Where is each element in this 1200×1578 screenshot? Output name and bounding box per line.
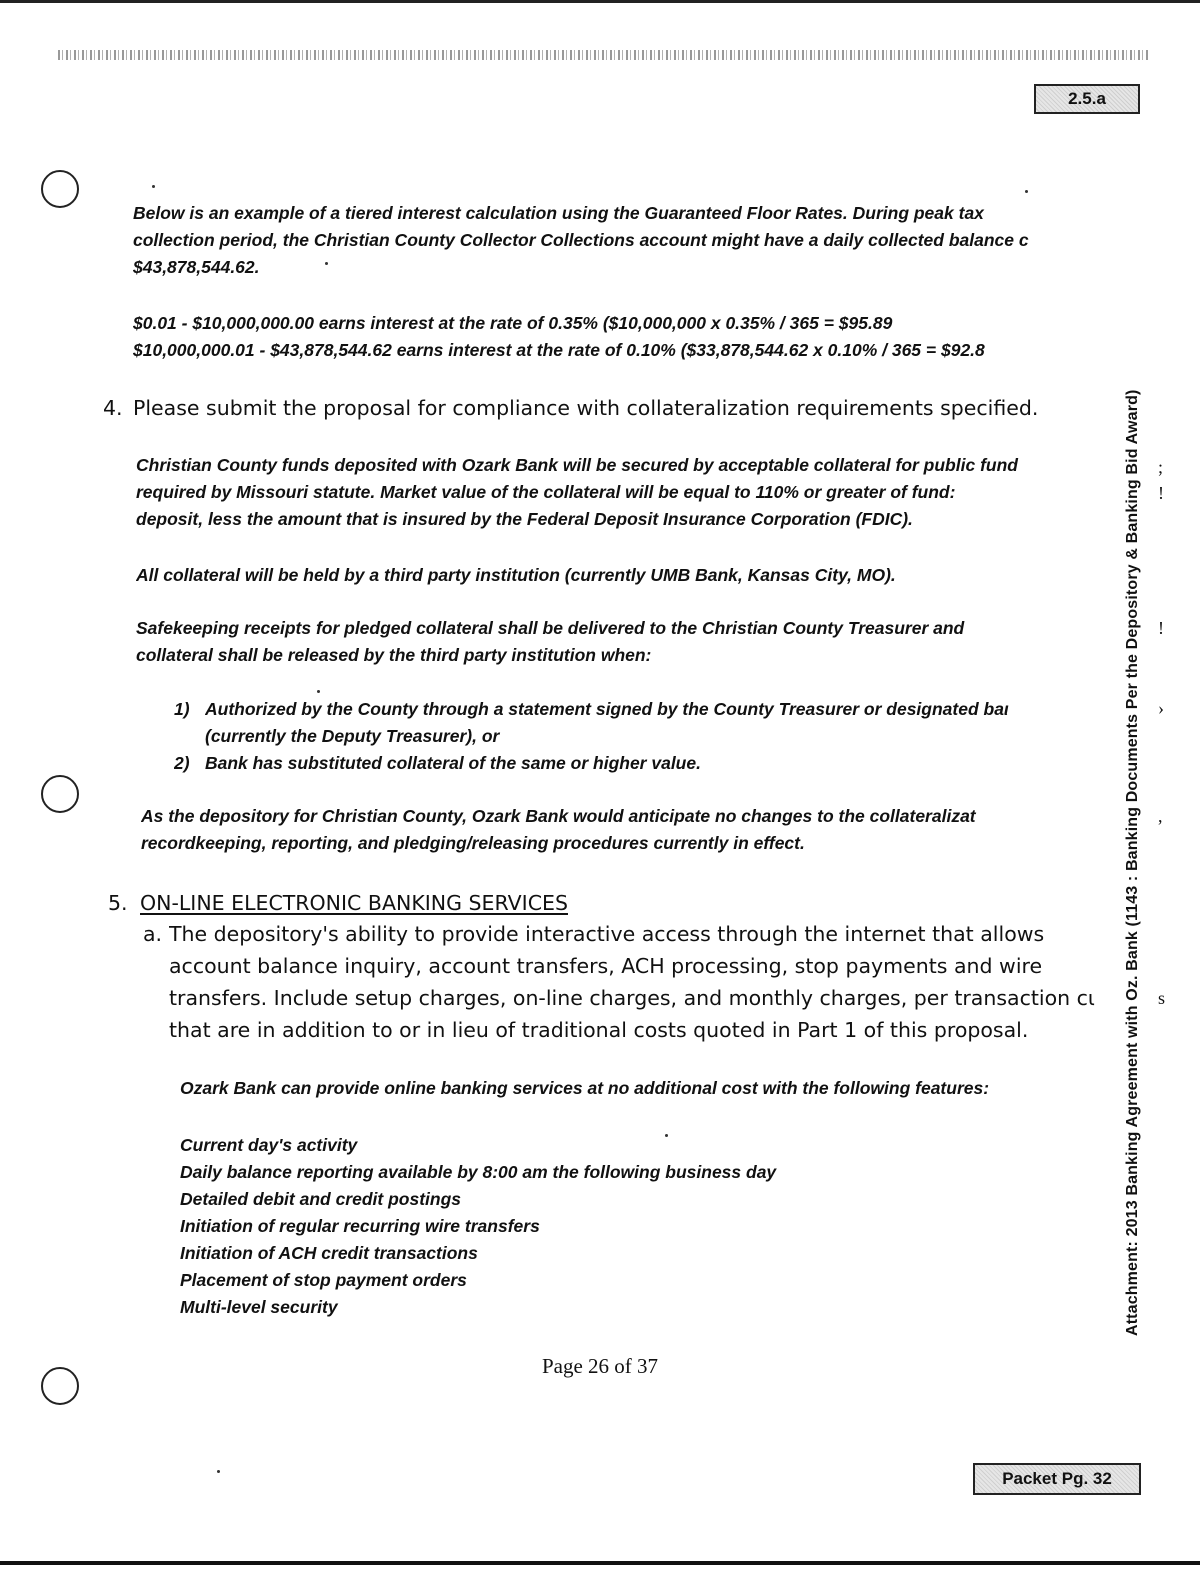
collateral-paragraph: deposit, less the amount that is insured by the Federal Deposit Insurance Corporation (FDIC). (136, 509, 913, 529)
tier-calculation: $0.01 - $10,000,000.00 earns interest at the rate of 0.35% ($10,000,000 x 0.35% / 365 = $95.89 (133, 313, 893, 333)
release-condition: Bank has substituted collateral of the same or higher value. (205, 753, 701, 773)
scan-speck (152, 185, 155, 188)
online-banking-response: Ozark Bank can provide online banking services at no additional cost with the following features: (180, 1078, 990, 1098)
page-top-edge (0, 0, 1200, 3)
release-condition: (currently the Deputy Treasurer), or (205, 726, 500, 746)
item-number: 5. (108, 891, 128, 915)
depository-paragraph: recordkeeping, reporting, and pledging/releasing procedures currently in effect. (141, 833, 805, 853)
sub-item-text: transfers. Include setup charges, on-line charges, and monthly charges, per transaction cι (169, 986, 1095, 1010)
release-condition: Authorized by the County through a statement signed by the County Treasurer or designated baι (205, 699, 1009, 719)
scan-speck (317, 690, 320, 693)
punch-hole-icon (41, 775, 79, 813)
intro-line: collection period, the Christian County Collector Collections account might have a daily collected balance c (133, 230, 1029, 250)
page-bottom-edge (0, 1561, 1200, 1565)
feature-item: Current day's activity (180, 1135, 358, 1155)
margin-fragment: , (1158, 806, 1163, 826)
item-badge: 2.5.a (1034, 84, 1140, 114)
margin-fragment: › (1158, 698, 1164, 718)
sub-item-text: that are in addition to or in lieu of traditional costs quoted in Part 1 of this proposal. (169, 1018, 1029, 1042)
feature-item: Multi-level security (180, 1297, 338, 1317)
section-heading: ON-LINE ELECTRONIC BANKING SERVICES (140, 891, 568, 915)
item-question: Please submit the proposal for compliance with collateralization requirements specified. (133, 396, 1039, 420)
intro-line: Below is an example of a tiered interest calculation using the Guaranteed Floor Rates. During peak tax (133, 203, 984, 223)
margin-fragment: ! (1158, 618, 1164, 638)
margin-fragment: ! (1158, 483, 1164, 503)
feature-item: Initiation of regular recurring wire transfers (180, 1216, 540, 1236)
safekeeping-paragraph: Safekeeping receipts for pledged collateral shall be delivered to the Christian County Treasurer and (136, 618, 965, 638)
custody-paragraph: All collateral will be held by a third party institution (currently UMB Bank, Kansas City, MO). (136, 565, 896, 585)
item-number: 4. (103, 396, 123, 420)
punch-hole-icon (41, 170, 79, 208)
sub-item-text: The depository's ability to provide interactive access through the internet that allows (169, 922, 1045, 946)
fax-header-strip (58, 50, 1148, 60)
collateral-paragraph: Christian County funds deposited with Ozark Bank will be secured by acceptable collateral for public fund (136, 455, 1018, 475)
collateral-paragraph: required by Missouri statute. Market value of the collateral will be equal to 110% or greater of fund: (136, 482, 956, 502)
margin-fragment: s (1158, 988, 1166, 1008)
sub-item-label: a. (143, 922, 163, 946)
intro-line: $43,878,544.62. (133, 257, 260, 277)
release-condition-number: 1) (174, 699, 190, 719)
tier-calculation: $10,000,000.01 - $43,878,544.62 earns interest at the rate of 0.10% ($33,878,544.62 x 0.10% / 365 = $92.8 (133, 340, 985, 360)
feature-item: Initiation of ACH credit transactions (180, 1243, 478, 1263)
scan-speck (1025, 190, 1028, 193)
safekeeping-paragraph: collateral shall be released by the third party institution when: (136, 645, 652, 665)
packet-page-badge: Packet Pg. 32 (973, 1463, 1141, 1495)
attachment-sidebar-label: Attachment: 2013 Banking Agreement with Oz. Bank (1143 : Banking Documents Per the Depository & Banking Bid Award) (1124, 389, 1141, 1336)
margin-fragment: ; (1158, 457, 1164, 477)
depository-paragraph: As the depository for Christian County, Ozark Bank would anticipate no changes to the collateralizat (141, 806, 976, 826)
release-condition-number: 2) (174, 753, 190, 773)
scan-speck (217, 1470, 220, 1473)
feature-item: Detailed debit and credit postings (180, 1189, 462, 1209)
sub-item-text: account balance inquiry, account transfers, ACH processing, stop payments and wire (169, 954, 1043, 978)
feature-item: Placement of stop payment orders (180, 1270, 467, 1290)
feature-item: Daily balance reporting available by 8:00 am the following business day (180, 1162, 777, 1182)
page-number: Page 26 of 37 (541, 1354, 659, 1378)
